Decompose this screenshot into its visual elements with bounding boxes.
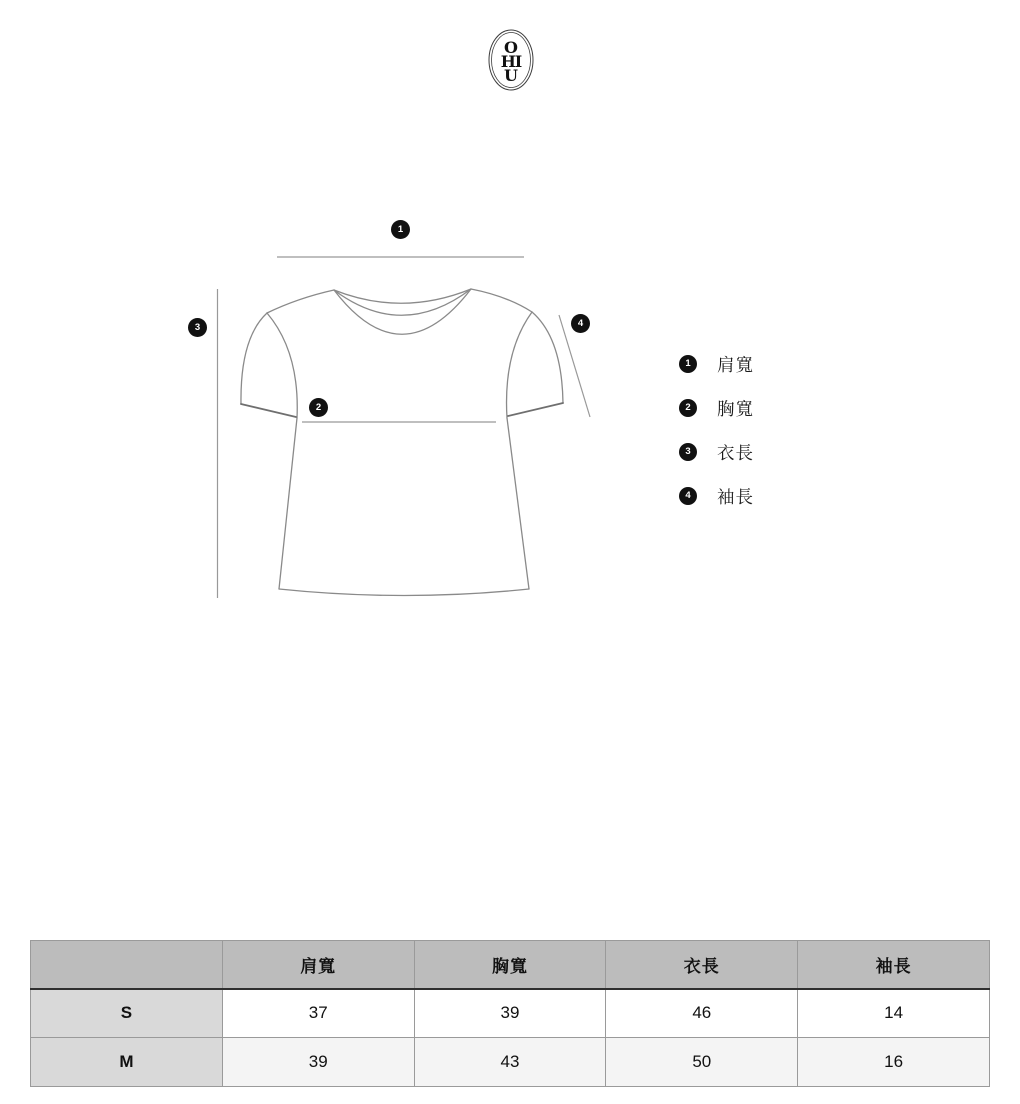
legend-number-icon: 1 [679,355,697,373]
tshirt-left-sleeve-outer [241,313,267,404]
logo-monogram-top: O [504,38,518,57]
tshirt-right-cuff [508,403,563,416]
legend-label: 袖長 [717,486,754,507]
value-cell: 46 [606,989,798,1038]
legend-item-sleeve-length [679,487,754,505]
legend-number-icon: 2 [679,399,697,417]
marker-chest-width: 2 [309,398,328,417]
size-table [30,940,990,1087]
tshirt-left-shoulder [267,290,334,313]
tshirt-right-shoulder [471,289,532,312]
measurement-legend [679,355,754,531]
legend-item-garment-length [679,443,754,461]
marker-shoulder-width: 1 [391,220,410,239]
value-cell: 50 [606,1038,798,1087]
legend-number-icon: 4 [679,487,697,505]
size-table-header-shoulder: 肩寬 [222,941,414,989]
value-cell: 37 [222,989,414,1038]
size-label-cell: S [31,989,223,1038]
value-cell: 16 [798,1038,990,1087]
value-cell: 39 [414,989,606,1038]
legend-label: 肩寬 [717,354,754,375]
tshirt-body-right [507,418,529,589]
size-table-header-sleeve: 袖長 [798,941,990,989]
legend-item-shoulder-width [679,355,754,373]
tshirt-body-left [279,418,297,589]
tshirt-right-sleeve-outer [532,312,563,403]
tshirt-left-cuff [241,404,296,417]
legend-label: 胸寬 [717,398,754,419]
marker-sleeve-length: 4 [571,314,590,333]
tshirt-hem [279,589,529,596]
value-cell: 14 [798,989,990,1038]
marker-garment-length: 3 [188,318,207,337]
size-table-header-empty [31,941,223,989]
size-table-row-s [31,989,990,1038]
legend-label: 衣長 [717,442,754,463]
value-cell: 39 [222,1038,414,1087]
value-cell: 43 [414,1038,606,1087]
size-table-row-m [31,1038,990,1087]
logo-monogram-bottom: U [504,66,518,85]
legend-number-icon: 3 [679,443,697,461]
legend-item-chest-width [679,399,754,417]
tshirt-back-neck-curve [334,289,471,303]
brand-logo [483,22,539,98]
tshirt-right-armhole [507,312,532,418]
tshirt-collar-mid-curve [334,289,471,315]
size-label-cell: M [31,1038,223,1087]
size-table-header-row [31,941,990,989]
tshirt-left-armhole [267,313,297,418]
size-table-header-chest: 胸寬 [414,941,606,989]
tshirt-collar-deep-curve [334,289,471,334]
logo-monogram-mid: HI [500,52,522,71]
size-table-header-length: 衣長 [606,941,798,989]
